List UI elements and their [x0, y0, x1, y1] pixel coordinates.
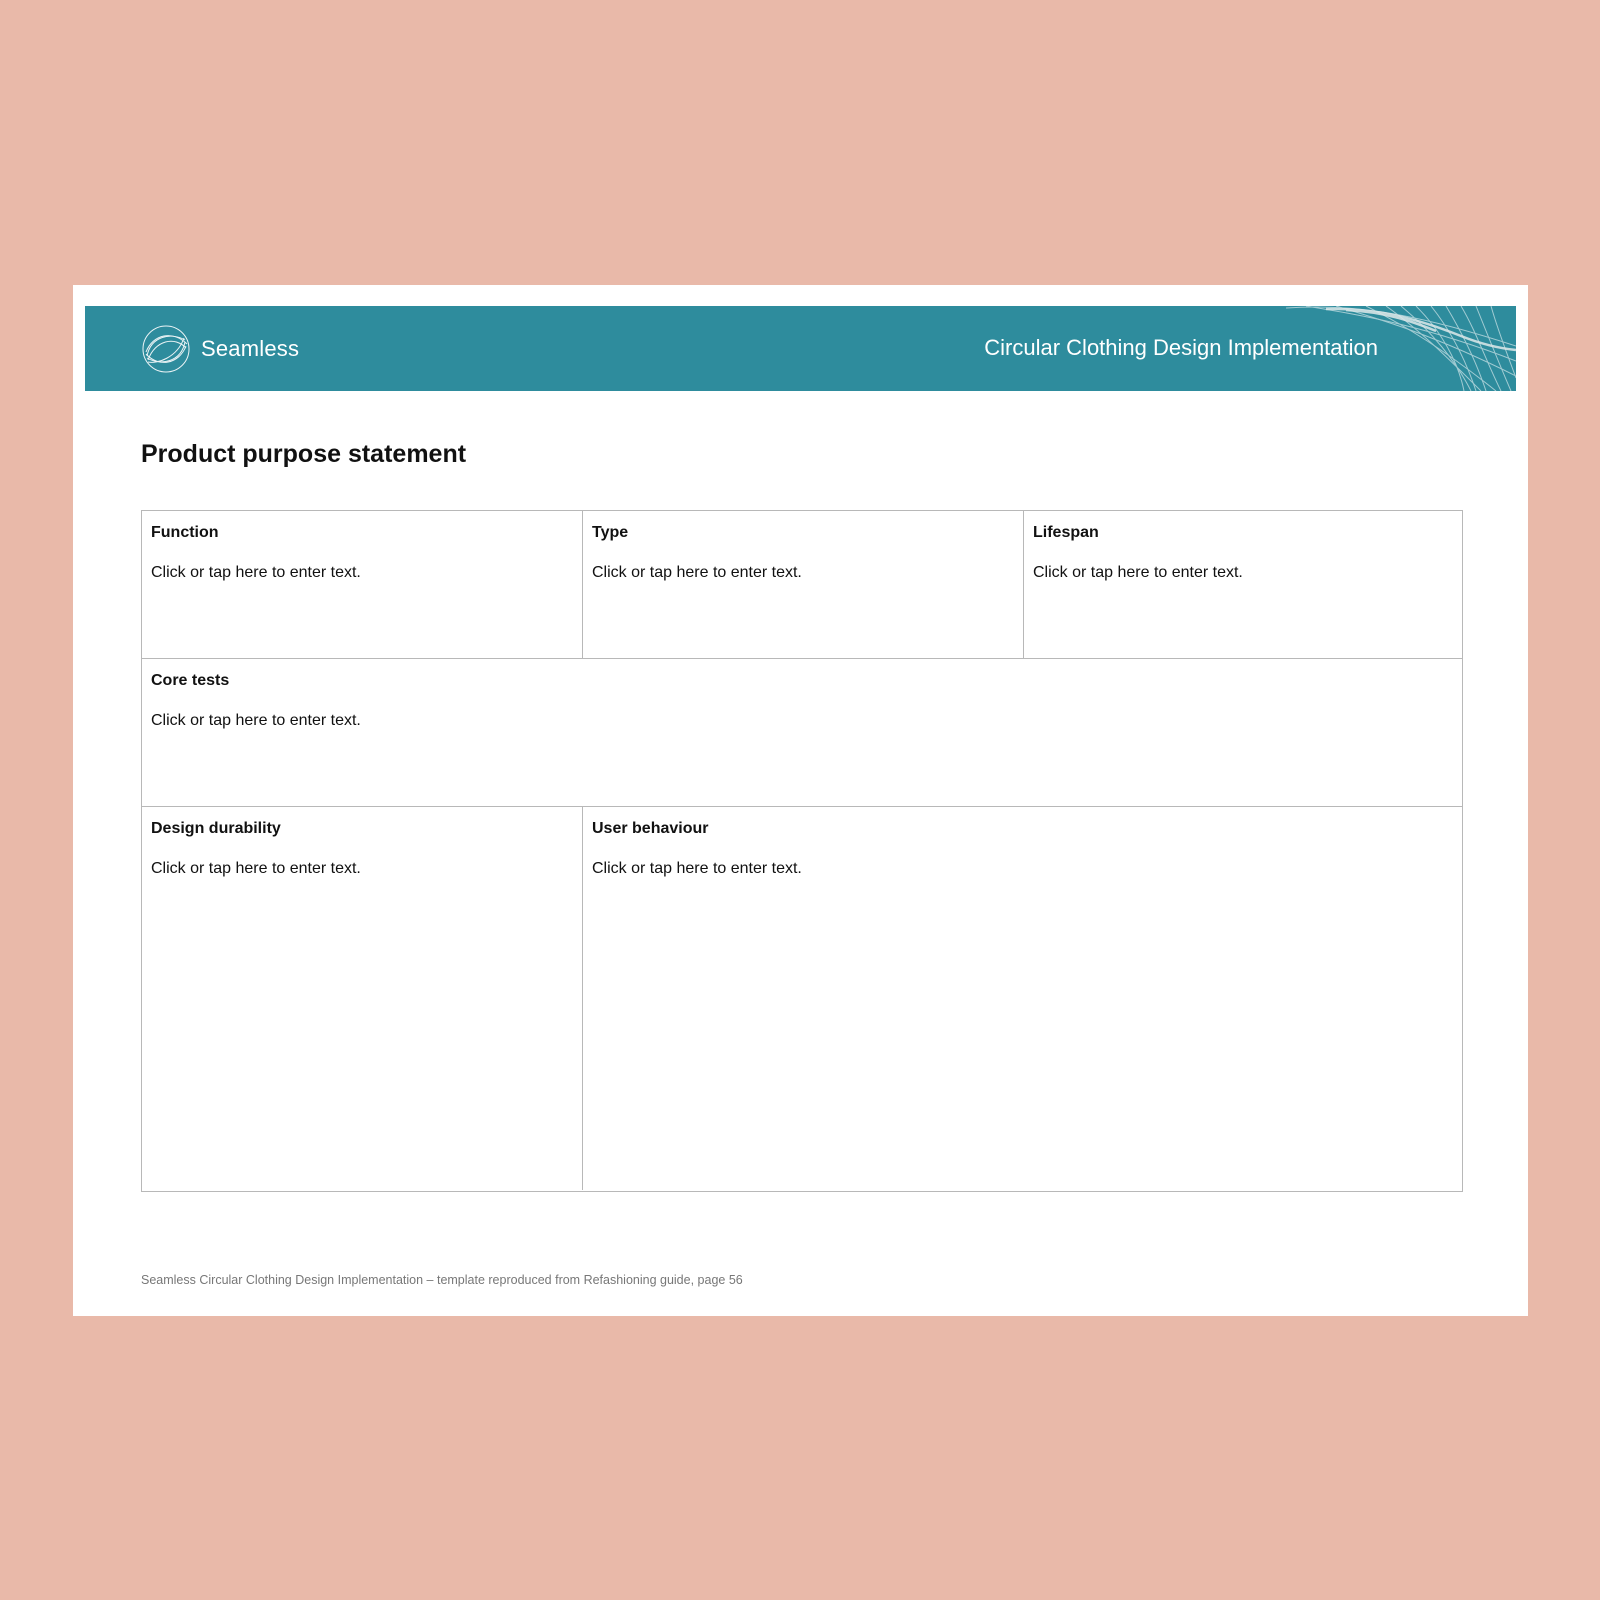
decorative-lines-icon: [1286, 306, 1516, 391]
function-cell: [142, 511, 582, 658]
function-field[interactable]: Click or tap here to enter text.: [151, 564, 361, 581]
seamless-logo-icon: [141, 324, 191, 374]
header-banner: [85, 306, 1516, 391]
lifespan-label: Lifespan: [1033, 524, 1099, 541]
user-behaviour-label: User behaviour: [592, 820, 709, 837]
purpose-statement-table: [141, 510, 1463, 1192]
page-title: Product purpose statement: [141, 440, 467, 468]
type-label: Type: [592, 524, 629, 541]
page-footer: Seamless Circular Clothing Design Implementation – template reproduced from Refashioning guide, page 56: [141, 1273, 743, 1287]
function-label: Function: [151, 524, 219, 541]
brand-logo: [141, 324, 299, 374]
document-page: [73, 285, 1528, 1316]
banner-title: Circular Clothing Design Implementation: [984, 335, 1378, 360]
type-cell: [583, 511, 1023, 658]
core-tests-cell: [142, 659, 1462, 806]
core-tests-label: Core tests: [151, 672, 230, 689]
lifespan-cell: [1024, 511, 1464, 658]
design-durability-field[interactable]: Click or tap here to enter text.: [151, 860, 361, 877]
design-durability-cell: [142, 807, 582, 1191]
core-tests-field[interactable]: Click or tap here to enter text.: [151, 712, 361, 729]
design-durability-label: Design durability: [151, 820, 281, 837]
lifespan-field[interactable]: Click or tap here to enter text.: [1033, 564, 1243, 581]
type-field[interactable]: Click or tap here to enter text.: [592, 564, 802, 581]
user-behaviour-cell: [583, 807, 1462, 1191]
brand-name: Seamless: [201, 336, 300, 361]
user-behaviour-field[interactable]: Click or tap here to enter text.: [592, 860, 802, 877]
